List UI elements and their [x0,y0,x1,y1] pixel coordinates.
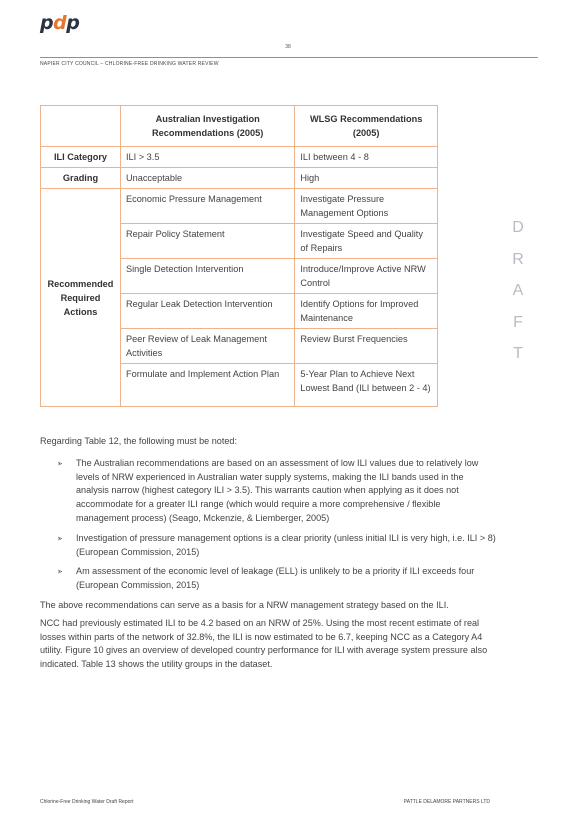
body-text [40,435,496,672]
table-row-grading [41,168,438,189]
watermark-letter: A [512,282,524,299]
cell-aus-grading: Unacceptable [120,168,294,189]
table-row-ili-category [41,147,438,168]
cell-wlsg-action: Identify Options for Improved Maintenance [295,294,438,329]
list-item-text: Am assessment of the economic level of leakage (ELL) is unlikely to be a priority if ILI exceeds four (European Commission, 2015) [76,566,475,591]
footer-report-title: Chlorine-Free Drinking Water Draft Report [40,799,134,805]
table-row-action [41,189,438,224]
col-header-wlsg: WLSG Recommendations (2005) [295,106,438,147]
cell-aus-action: Economic Pressure Management [120,189,294,224]
list-item-text: The Australian recommendations are based on an assessment of low ILI values due to relatively low levels of NRW experienced in Australian water supply systems, making the ILI bands used in the analysis narrow (highest category ILI > 3.5). This warrants caution when applying as it does not accommodate for a greater ILI range (which would require a more comprehensive / flexible management process) (Seago, Mckenzie, & Liemberger, 2005) [76,457,479,523]
draft-watermark [510,212,526,370]
row-header-actions: Recommended Required Actions [41,189,121,407]
list-item [40,457,496,526]
cell-aus-action: Single Detection Intervention [120,259,294,294]
company-logo [40,12,79,34]
cell-wlsg-action: Investigate Pressure Management Options [295,189,438,224]
intro-paragraph: Regarding Table 12, the following must be noted: [40,436,237,446]
list-item-text: Investigation of pressure management options is a clear priority (unless initial ILI is very high, i.e. ILI > 8) (European Commission, 2015) [76,532,496,557]
cell-wlsg-action: Introduce/Improve Active NRW Control [295,259,438,294]
cell-aus-action: Repair Policy Statement [120,224,294,259]
cell-aus-action: Formulate and Implement Action Plan [120,364,294,407]
cell-aus-ili: ILI > 3.5 [120,147,294,168]
cell-wlsg-ili: ILI between 4 - 8 [295,147,438,168]
footer-company: PATTLE DELAMORE PARTNERS LTD [403,799,490,805]
row-header-ili-category: ILI Category [41,147,121,168]
paragraph-basis: The above recommendations can serve as a basis for a NRW management strategy based on the ILI. [40,599,449,610]
bullet-icon: ⪢ [58,459,62,467]
table-header-row [41,106,438,147]
watermark-letter: R [512,250,524,268]
watermark-letter: T [513,345,523,362]
cell-wlsg-action: 5-Year Plan to Achieve Next Lowest Band (ILI between 2 - 4) [295,364,438,407]
header-divider [40,57,538,58]
cell-wlsg-action: Investigate Speed and Quality of Repairs [295,224,438,259]
logo-wordmark: pdp [40,12,80,34]
ili-recommendations-table [40,105,438,407]
watermark-letter: F [513,313,523,331]
running-header: NAPIER CITY COUNCIL – CHLORINE-FREE DRINKING WATER REVIEW [40,61,219,67]
table-corner-cell [41,106,121,147]
cell-aus-action: Regular Leak Detection Intervention [120,294,294,329]
list-item [40,532,496,560]
col-header-australian: Australian Investigation Recommendations (2005) [120,106,294,147]
bullet-icon: ⪢ [58,534,62,542]
cell-aus-action: Peer Review of Leak Management Activities [120,329,294,364]
bullet-icon: ⪢ [58,568,62,576]
cell-wlsg-action: Review Burst Frequencies [295,329,438,364]
cell-wlsg-grading: High [295,168,438,189]
list-item [40,565,496,593]
notes-list [40,457,496,593]
page-number: 38 [285,44,291,50]
row-header-grading: Grading [41,168,121,189]
watermark-letter: D [512,219,524,236]
paragraph-ncc-estimate: NCC had previously estimated ILI to be 4.2 based on an NRW of 25%. Using the most recent estimate of real losses within parts of the network of 32.8%, the ILI is now estimated to be 6.7, keeping NCC as a Category A4 utility. Figure 10 gives an overview of developed country performance for ILI with average system pressure also indicated. Table 13 shows the utility groups in the dataset. [40,617,488,670]
